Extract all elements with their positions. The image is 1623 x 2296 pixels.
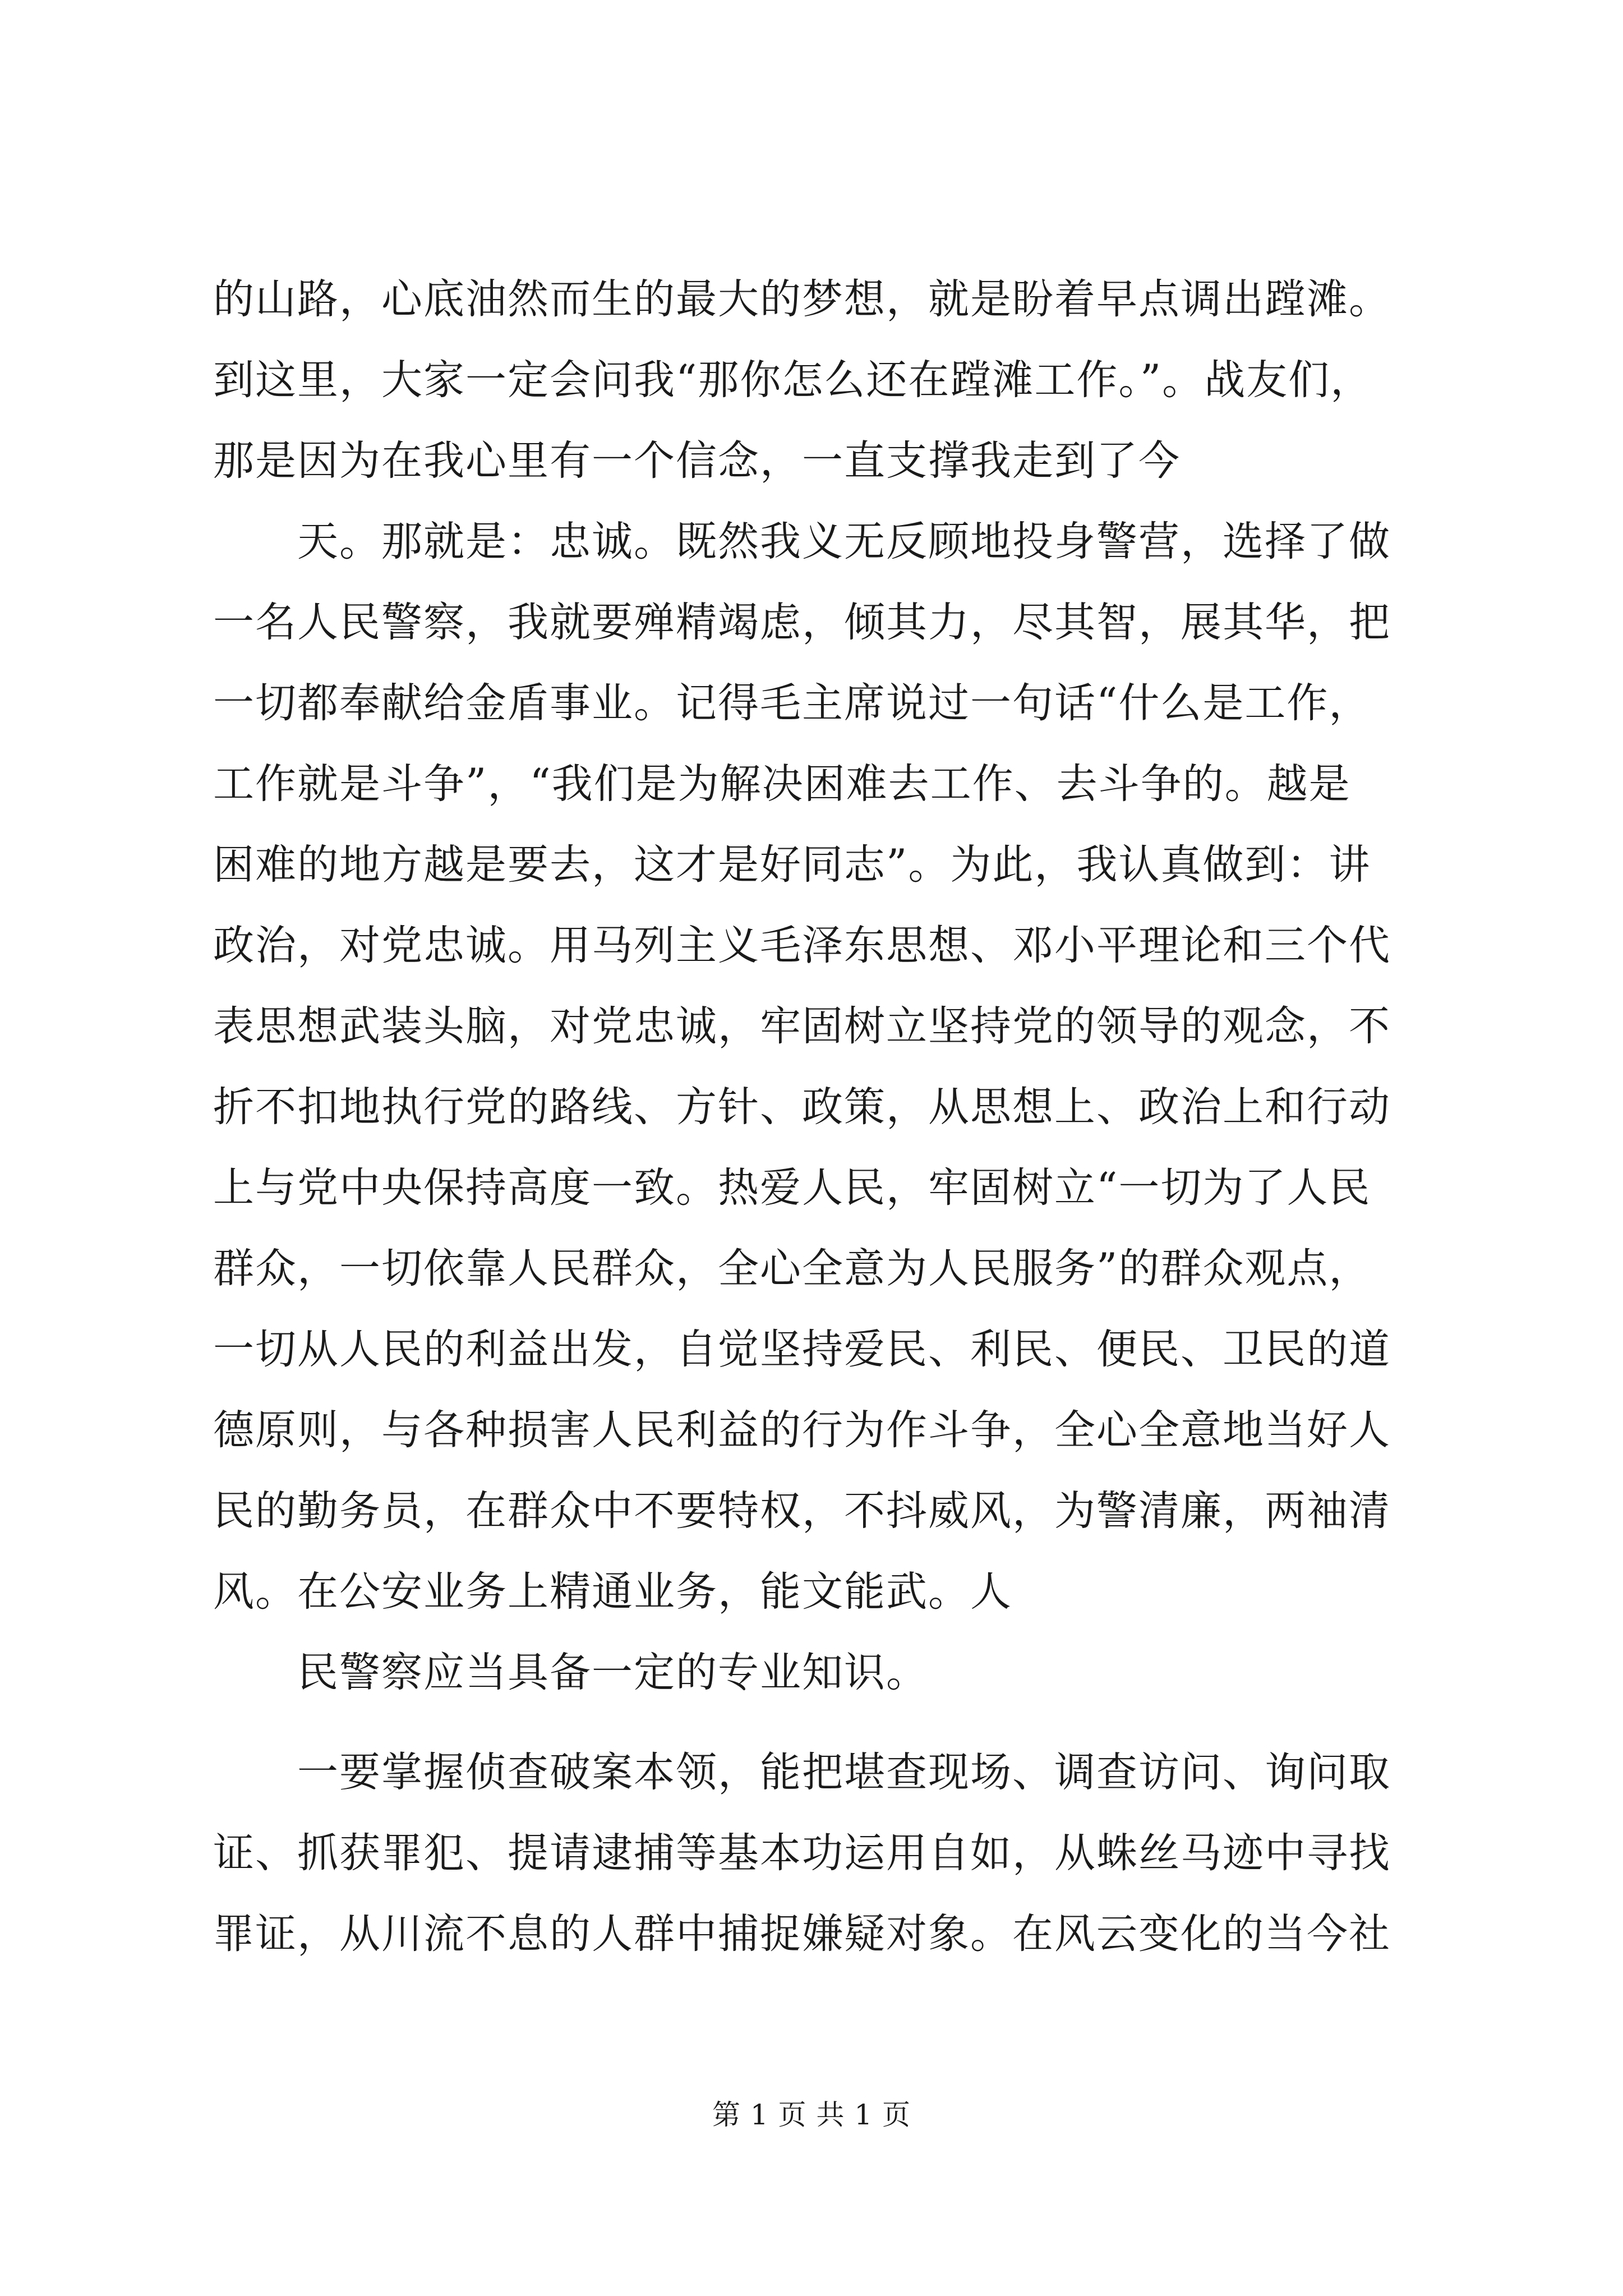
page-number-label: 第 1 页 共 1 页 — [712, 2099, 911, 2131]
text-line: 天。那就是：忠诚。既然我义无反顾地投身警营，选择了做 — [297, 518, 1391, 565]
text-line: 工作就是斗争”，“我们是为解决困难去工作、去斗争的。越是 — [213, 760, 1351, 808]
text-line: 一切都奉献给金盾事业。记得毛主席说过一句话“什么是工作， — [213, 679, 1371, 727]
text-line: 风。在公安业务上精通业务，能文能武。人 — [213, 1568, 1012, 1616]
text-line: 一名人民警察，我就要殚精竭虑，倾其力，尽其智，展其华，把 — [213, 599, 1391, 646]
text-line: 群众，一切依靠人民群众，全心全意为人民服务”的群众观点， — [213, 1245, 1371, 1292]
text-line: 民的勤务员，在群众中不要特权，不抖威风，为警清廉，两袖清 — [213, 1487, 1391, 1535]
text-line: 折不扣地执行党的路线、方针、政策，从思想上、政治上和行动 — [213, 1083, 1391, 1131]
text-line: 罪证，从川流不息的人群中捕捉嫌疑对象。在风云变化的当今社 — [213, 1910, 1391, 1958]
text-line: 政治，对党忠诚。用马列主义毛泽东思想、邓小平理论和三个代 — [213, 922, 1391, 969]
text-line: 到这里，大家一定会问我“那你怎么还在蹚滩工作。”。战友们， — [213, 356, 1373, 404]
text-line: 上与党中央保持高度一致。热爱人民，牢固树立“一切为了人民 — [213, 1164, 1371, 1212]
page-footer — [0, 2095, 1623, 2134]
text-line: 表思想武装头脑，对党忠诚，牢固树立坚持党的领导的观念，不 — [213, 1002, 1391, 1050]
text-line: 一要掌握侦查破案本领，能把堪查现场、调查访问、询问取 — [297, 1749, 1391, 1796]
text-line: 的山路，心底油然而生的最大的梦想，就是盼着早点调出蹚滩。 — [213, 275, 1391, 323]
text-line: 那是因为在我心里有一个信念，一直支撑我走到了今 — [213, 437, 1181, 485]
text-line: 民警察应当具备一定的专业知识。 — [297, 1649, 928, 1696]
text-line: 德原则，与各种损害人民利益的行为作斗争，全心全意地当好人 — [213, 1406, 1391, 1454]
text-line: 一切从人民的利益出发，自觉坚持爱民、利民、便民、卫民的道 — [213, 1326, 1391, 1373]
text-line: 证、抓获罪犯、提请逮捕等基本功运用自如，从蛛丝马迹中寻找 — [213, 1829, 1391, 1877]
text-line: 困难的地方越是要去，这才是好同志”。为此，我认真做到：讲 — [213, 841, 1371, 889]
